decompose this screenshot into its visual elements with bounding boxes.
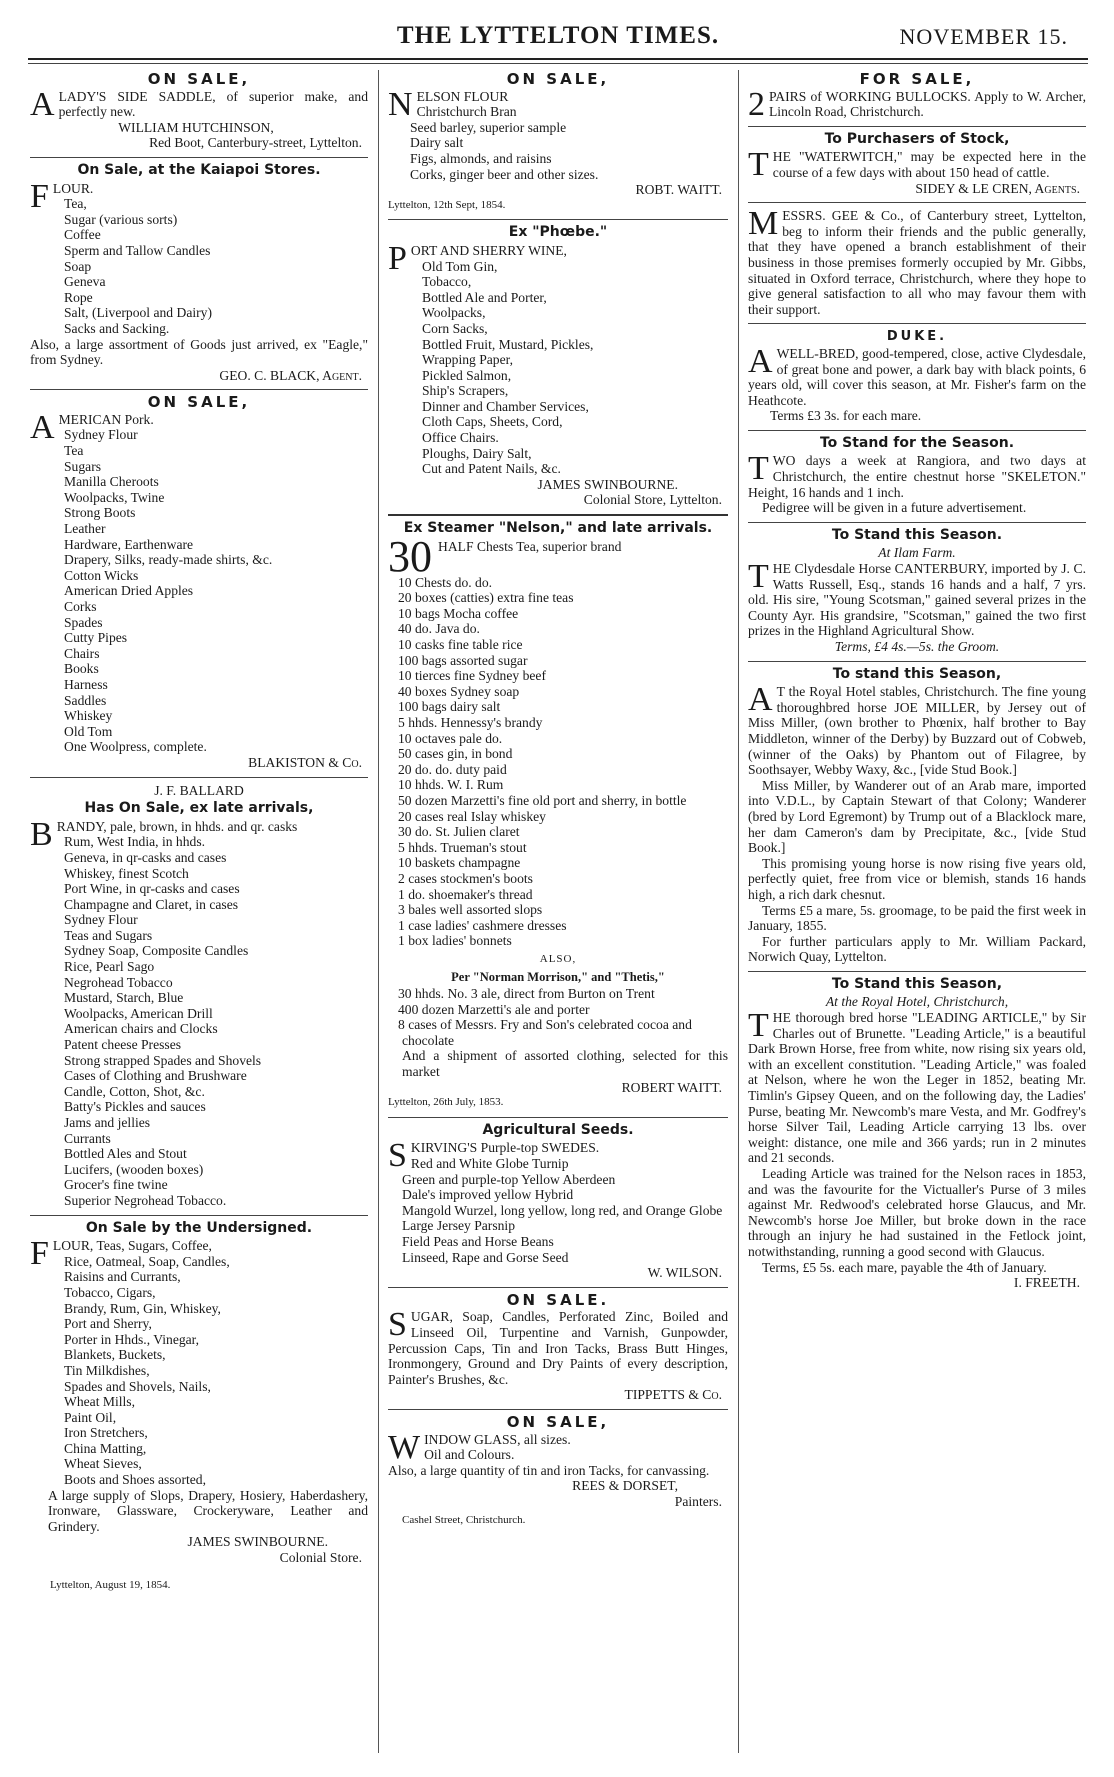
ad-first-line: LOUR, Teas, Sugars, Coffee, bbox=[52, 1238, 212, 1254]
list-item: Tobacco, bbox=[422, 274, 472, 290]
drop-cap: T bbox=[748, 1007, 769, 1045]
list-item: Sydney Flour bbox=[64, 912, 138, 928]
list-item: 1 case ladies' cashmere dresses bbox=[398, 917, 567, 933]
list-item: Strong strapped Spades and Shovels bbox=[64, 1052, 262, 1068]
drop-cap: A bbox=[30, 85, 55, 123]
ad-text: PAIRS of WORKING BULLOCKS. Apply to W. Archer, Lincoln Road, Christchurch. bbox=[769, 88, 1086, 120]
ad-text: UGAR, Soap, Candles, Perforated Zinc, Boiled and Linseed Oil, Turpentine and Varnish, Gunpowder, Percussion Caps, Tin and Iron Tacks, Brass Butt Hinges, Ironmongery, Ground and Dry Paints of every description, Painter's Brushes, &c. bbox=[388, 1309, 728, 1387]
list-item: Dinner and Chamber Services, bbox=[422, 398, 589, 414]
drop-cap: A bbox=[748, 342, 773, 380]
ad-signature: ROBERT WAITT. bbox=[621, 1079, 722, 1095]
list-item: Brandy, Rum, Gin, Whiskey, bbox=[64, 1300, 221, 1316]
list-item: 40 boxes Sydney soap bbox=[398, 683, 520, 699]
list-item: Superior Negrohead Tobacco. bbox=[64, 1192, 227, 1208]
list-item: Linseed, Rape and Gorse Seed bbox=[402, 1249, 569, 1265]
ad-first-line: KIRVING'S Purple-top SWEDES. bbox=[410, 1140, 600, 1156]
list-item: 50 dozen Marzetti's fine old port and sherry, in bottle bbox=[398, 792, 687, 808]
item-list bbox=[388, 575, 728, 949]
item-list bbox=[388, 986, 728, 1048]
ad-signature: TIPPETTS & Co. bbox=[624, 1387, 722, 1403]
ad-kaiapoi bbox=[30, 163, 368, 383]
ad-heading: On Sale by the Undersigned. bbox=[85, 1219, 313, 1236]
ad-sugar bbox=[388, 1290, 728, 1403]
list-item: Tea, bbox=[64, 196, 87, 212]
separator bbox=[748, 126, 1086, 127]
list-item: Teas and Sugars bbox=[64, 927, 153, 943]
ad-heading: To Stand this Season, bbox=[831, 975, 1003, 992]
list-item: Chairs bbox=[64, 645, 100, 661]
item-list bbox=[388, 1156, 728, 1265]
list-item: Old Tom Gin, bbox=[422, 258, 498, 274]
drop-cap: F bbox=[30, 1235, 49, 1273]
ad-saddle bbox=[30, 72, 368, 151]
separator bbox=[748, 202, 1086, 203]
list-item: Rum, West India, in hhds. bbox=[64, 834, 206, 850]
item-list bbox=[30, 1254, 368, 1488]
list-item: Port Wine, in qr-casks and cases bbox=[64, 881, 240, 897]
separator bbox=[748, 971, 1086, 972]
separator bbox=[748, 323, 1086, 324]
list-item: Saddles bbox=[64, 692, 107, 708]
list-item: Wrapping Paper, bbox=[422, 352, 514, 368]
list-item: Rope bbox=[64, 289, 93, 305]
separator bbox=[388, 219, 728, 220]
list-item: 3 bales well assorted slops bbox=[398, 902, 543, 918]
ad-text: WELL-BRED, good-tempered, close, active Clydesdale, of great bone and power, a dark bay with black points, 6 years old, will cover this season, at Mr. Fisher's farm on the Heathcote. bbox=[748, 345, 1086, 408]
ad-ballard bbox=[30, 783, 368, 1209]
list-item: Ship's Scrapers, bbox=[422, 383, 509, 399]
ad-terms: Terms £3 3s. for each mare. bbox=[770, 408, 922, 424]
list-item: Harness bbox=[64, 676, 108, 692]
list-item: Geneva, in qr-casks and cases bbox=[64, 849, 227, 865]
list-item: Office Chairs. bbox=[422, 430, 499, 446]
list-item: Manilla Cheroots bbox=[64, 474, 159, 490]
ad-paragraph: Miss Miller, by Wanderer out of an Arab mare, imported into V.D.L., by Captain Stewart of that Colony; Wanderer (bred by Lord Egremont) by Trump out of a Blacklock mare, her dam Cameron's dam by Precipitate, &c., [vide Stud Book.] bbox=[748, 777, 1086, 856]
list-item: Candle, Cotton, Shot, &c. bbox=[64, 1083, 205, 1099]
drop-cap: 30 bbox=[388, 531, 432, 581]
ad-text: HE Clydesdale Horse CANTERBURY, imported by J. C. Watts Russell, Esq., stands 16 hands and a half, 7 yrs. old. His sire, "Young Scotsman," gained several prizes in the County Ayr. His grandsire, "Scotsman," gained the two first prizes in the Highland Agricultural Show. bbox=[748, 561, 1086, 639]
ad-address: Red Boot, Canterbury-street, Lyttelton. bbox=[149, 135, 362, 151]
list-item: 400 dozen Marzetti's ale and porter bbox=[398, 1001, 590, 1017]
list-item: 1 do. shoemaker's thread bbox=[398, 886, 533, 902]
ad-canterbury bbox=[748, 528, 1086, 655]
ad-seeds bbox=[388, 1123, 728, 1281]
list-item: American Dried Apples bbox=[64, 583, 194, 599]
list-item: 10 octaves pale do. bbox=[398, 730, 503, 746]
list-item: 100 bags assorted sugar bbox=[398, 652, 528, 668]
list-item: Lucifers, (wooden boxes) bbox=[64, 1161, 204, 1177]
list-item: Old Tom bbox=[64, 723, 113, 739]
list-item: Large Jersey Parsnip bbox=[402, 1218, 515, 1234]
ad-heading: To Stand this Season. bbox=[831, 526, 1003, 543]
list-item: Seed barley, superior sample bbox=[410, 119, 567, 135]
drop-cap: M bbox=[748, 205, 779, 243]
list-item: Pickled Salmon, bbox=[422, 367, 512, 383]
list-item: Hardware, Earthenware bbox=[64, 536, 194, 552]
list-item: Grocer's fine twine bbox=[64, 1177, 168, 1193]
list-item: Raisins and Currants, bbox=[64, 1269, 181, 1285]
list-item: 10 hhds. W. I. Rum bbox=[398, 777, 504, 793]
dateline: Lyttelton, August 19, 1854. bbox=[50, 1578, 171, 1591]
ad-terms: Terms, £4 4s.—5s. the Groom. bbox=[834, 639, 1000, 654]
list-item: Bottled Ale and Porter, bbox=[422, 289, 547, 305]
list-item: 10 bags Mocha coffee bbox=[398, 605, 519, 621]
list-item: Mangold Wurzel, long yellow, long red, and Orange Globe bbox=[402, 1202, 723, 1218]
ad-heading: On Sale, at the Kaiapoi Stores. bbox=[77, 161, 321, 178]
list-item: Ploughs, Dairy Salt, bbox=[422, 445, 532, 461]
list-item: Bottled Ales and Stout bbox=[64, 1146, 187, 1162]
ad-address: Colonial Store, Lyttelton. bbox=[583, 492, 722, 508]
ad-heading: To Stand for the Season. bbox=[819, 434, 1015, 451]
list-item: Champagne and Claret, in cases bbox=[64, 896, 239, 912]
ad-skeleton bbox=[748, 436, 1086, 516]
list-item: Porter in Hhds., Vinegar, bbox=[64, 1331, 200, 1347]
drop-cap: A bbox=[30, 408, 55, 446]
drop-cap: B bbox=[30, 815, 53, 853]
drop-cap: P bbox=[388, 239, 407, 277]
list-item: Tobacco, Cigars, bbox=[64, 1284, 156, 1300]
list-item: Coffee bbox=[64, 227, 101, 243]
list-item: Mustard, Starch, Blue bbox=[64, 990, 184, 1006]
list-item: Sacks and Sacking. bbox=[64, 320, 170, 336]
ad-signature: REES & DORSET, bbox=[572, 1478, 678, 1494]
ad-text: ESSRS. GEE & Co., of Canterbury street, Lyttelton, beg to inform their friends and the public generally, that they have opened a branch establishment of their business in those premises formerly occupied by Mr. Gibbs, situated in Oxford terrace, Christchurch, where they hope to give general satisfaction to all who may favour them with their support. bbox=[748, 208, 1086, 317]
separator bbox=[30, 777, 368, 778]
column-2 bbox=[388, 70, 728, 1757]
column-divider bbox=[738, 70, 739, 1753]
list-item: 50 cases gin, in bond bbox=[398, 746, 513, 762]
ad-first-line: INDOW GLASS, all sizes. bbox=[424, 1431, 571, 1447]
ad-american bbox=[30, 395, 368, 770]
drop-cap: T bbox=[748, 146, 769, 184]
ad-signature: JAMES SWINBOURNE. bbox=[537, 476, 678, 492]
ad-text: HE thorough bred horse "LEADING ARTICLE," by Sir Charles out of Brunette. "Leading Article," is a beautiful Dark Brown Horse, free from white, now rising six years old, with an excellent constitution. "Leading Article," was foaled at Nelson, where he won the Leger in 1852, beating Mr. Timlin's Gipsey Queen, and on the following day, the Ladies' Purse, beating Mr. Newcomb's mare Vesta, and Mr. Godfrey's horse Silver Tail, Leading Article carrying 13 lbs. over weight: distance, one mile and 366 yards; run in 2 minutes and 21 seconds. bbox=[748, 1010, 1086, 1166]
ad-first-line: LOUR. bbox=[52, 180, 94, 196]
list-item: Tin Milkdishes, bbox=[64, 1362, 150, 1378]
list-item: Geneva bbox=[64, 274, 106, 290]
ad-heading: Ex Steamer "Nelson," and late arrivals. bbox=[403, 520, 713, 537]
column-3 bbox=[748, 70, 1086, 1757]
list-item: Jams and jellies bbox=[64, 1115, 151, 1130]
list-item: Sydney Soap, Composite Candles bbox=[64, 943, 249, 959]
list-item: Sugars bbox=[64, 458, 102, 474]
list-item: Tea bbox=[64, 443, 84, 459]
separator bbox=[30, 389, 368, 390]
list-item: 10 Chests do. do. bbox=[398, 574, 493, 590]
list-item: 20 cases real Islay whiskey bbox=[398, 808, 546, 824]
ad-paragraph: Leading Article was trained for the Nelson races in 1853, and was the favourite for the Victualler's Purse of 3 miles against Mr. Redwood's celebrated horse Glaucus, and Mr. Newcomb's horse Joe Miller, but broke down in the race through an injury he had sustained in the Fetlock joint, notwithstanding, running a good second with Glaucus. bbox=[748, 1166, 1086, 1259]
list-item: Leather bbox=[64, 521, 106, 537]
ad-heading: ON SALE. bbox=[506, 1290, 610, 1309]
list-item: American chairs and Clocks bbox=[64, 1021, 218, 1037]
dateline: Lyttelton, 26th July, 1853. bbox=[388, 1096, 504, 1109]
separator bbox=[388, 1409, 728, 1410]
ad-heading: Has On Sale, ex late arrivals, bbox=[84, 800, 314, 817]
ad-heading: ON SALE, bbox=[147, 70, 251, 88]
drop-cap: T bbox=[748, 450, 769, 488]
separator bbox=[30, 157, 368, 158]
list-item: 30 hhds. No. 3 ale, direct from Burton on Trent bbox=[398, 986, 655, 1002]
list-item: 10 tierces fine Sydney beef bbox=[398, 668, 546, 684]
ad-signature: BLAKISTON & Co. bbox=[248, 754, 362, 770]
list-item: Cut and Patent Nails, &c. bbox=[422, 461, 561, 477]
ad-heading: Ex "Phœbe." bbox=[508, 224, 608, 241]
drop-cap: T bbox=[748, 558, 769, 596]
ad-duke bbox=[748, 329, 1086, 424]
item-list bbox=[388, 104, 728, 182]
list-item: Boots and Shoes assorted, bbox=[64, 1472, 206, 1488]
list-item: Blankets, Buckets, bbox=[64, 1347, 166, 1363]
dateline: Lyttelton, 12th Sept, 1854. bbox=[388, 198, 506, 211]
list-item: Patent cheese Presses bbox=[64, 1037, 182, 1053]
list-item: Field Peas and Horse Beans bbox=[402, 1233, 554, 1249]
list-item: 20 boxes (catties) extra fine teas bbox=[398, 590, 574, 606]
list-item: Dale's improved yellow Hybrid bbox=[402, 1187, 574, 1203]
item-list bbox=[30, 834, 368, 1208]
list-item: Currants bbox=[64, 1130, 111, 1146]
drop-cap: N bbox=[388, 85, 413, 123]
separator bbox=[388, 1287, 728, 1288]
column-divider bbox=[378, 70, 379, 1753]
ad-text: T the Royal Hotel stables, Christchurch. The fine young thoroughbred horse JOE MILLER, by Jersey out of Miss Miller, (own brother to Phœnix, half brother to Bay Middleton, winner of the Derby) by Buzzard out of Cobweb, (winner of the Oaks) by Phantom out of Filagree, by Soothsayer, Webby Waxy, &c., [vide Stud Book.] bbox=[748, 684, 1086, 778]
list-item: 40 do. Java do. bbox=[398, 621, 480, 637]
list-item: Spades and Shovels, Nails, bbox=[64, 1378, 211, 1394]
masthead-rule bbox=[28, 58, 1088, 60]
list-item: Wheat Mills, bbox=[64, 1394, 135, 1410]
list-item: Whiskey, finest Scotch bbox=[64, 865, 189, 881]
list-item: Bottled Fruit, Mustard, Pickles, bbox=[422, 336, 594, 352]
separator bbox=[388, 514, 728, 516]
ad-text: Also, a large quantity of tin and iron Tacks, for canvassing. bbox=[388, 1462, 710, 1478]
list-item: Whiskey bbox=[64, 708, 113, 724]
drop-cap: F bbox=[30, 177, 49, 215]
ad-note: And a shipment of assorted clothing, selected for this market bbox=[402, 1048, 728, 1080]
list-item: Sydney Flour bbox=[64, 427, 138, 443]
ad-first-line: RANDY, pale, brown, in hhds. and qr. casks bbox=[56, 818, 298, 834]
list-item: 30 do. St. Julien claret bbox=[398, 824, 520, 840]
ad-phoebe bbox=[388, 225, 728, 508]
list-item: Port and Sherry, bbox=[64, 1316, 152, 1332]
newspaper-title: THE LYTTELTON TIMES. bbox=[396, 22, 720, 49]
ad-nelson-flour bbox=[388, 72, 728, 213]
list-item: Rice, Pearl Sago bbox=[64, 959, 155, 975]
ad-bullocks bbox=[748, 70, 1086, 123]
item-list bbox=[388, 259, 728, 477]
ad-terms: Terms, £5 5s. each mare, payable the 4th of January. bbox=[762, 1259, 1047, 1275]
issue-date: NOVEMBER 15. bbox=[899, 24, 1068, 49]
list-item: 1 box ladies' bonnets bbox=[398, 933, 512, 949]
list-item: Strong Boots bbox=[64, 505, 136, 521]
list-item: Cutty Pipes bbox=[64, 630, 128, 646]
list-item: Corn Sacks, bbox=[422, 320, 488, 336]
ad-address: Painters. bbox=[674, 1493, 722, 1509]
ad-signature: SIDEY & LE CREN, Agents. bbox=[915, 180, 1080, 196]
list-item: Paint Oil, bbox=[64, 1409, 117, 1425]
ad-signature: JAMES SWINBOURNE. bbox=[187, 1534, 328, 1550]
separator bbox=[30, 1215, 368, 1216]
ad-first-line: ELSON FLOUR bbox=[416, 88, 509, 104]
ad-text: WO days a week at Rangiora, and two days at Christchurch, the entire chestnut horse "SKELETON." Height, 16 hands and 1 inch. bbox=[748, 453, 1086, 500]
ad-steamer bbox=[388, 521, 728, 1111]
ad-signature: I. FREETH. bbox=[1013, 1275, 1080, 1291]
ad-purchasers bbox=[748, 132, 1086, 196]
list-item: Cases of Clothing and Brushware bbox=[64, 1068, 247, 1084]
also-label: ALSO, bbox=[539, 952, 577, 965]
list-item: Corks bbox=[64, 599, 97, 614]
drop-cap: 2 bbox=[748, 85, 765, 123]
drop-cap: A bbox=[748, 681, 773, 719]
ad-paragraph: This promising young horse is now rising five years old, perfectly quiet, free from vice or blemish, stands 16 hands high, a rich dark chesnut. bbox=[748, 855, 1086, 902]
list-item: Iron Stretchers, bbox=[64, 1425, 148, 1441]
list-item: Drapery, Silks, ready-made shirts, &c. bbox=[64, 552, 273, 568]
ad-first-line: HALF Chests Tea, superior brand bbox=[438, 538, 622, 554]
item-list bbox=[30, 427, 368, 754]
list-item: Rice, Oatmeal, Soap, Candles, bbox=[64, 1253, 230, 1269]
ad-first-line: MERICAN Pork. bbox=[58, 411, 154, 427]
ad-subheading: Per "Norman Morrison," and "Thetis," bbox=[451, 970, 665, 985]
list-item: Figs, almonds, and raisins bbox=[410, 150, 552, 166]
ad-heading: ON SALE, bbox=[147, 393, 251, 412]
column-1 bbox=[30, 70, 368, 1757]
separator bbox=[748, 522, 1086, 523]
separator bbox=[748, 661, 1086, 662]
dateline: Cashel Street, Christchurch. bbox=[402, 1514, 526, 1527]
list-item: Sugar (various sorts) bbox=[64, 211, 178, 227]
masthead bbox=[28, 18, 1088, 58]
merchant-name: J. F. BALLARD bbox=[154, 782, 244, 798]
ad-subheading: At the Royal Hotel, Christchurch, bbox=[825, 994, 1009, 1010]
ad-note: Pedigree will be given in a future advertisement. bbox=[762, 500, 1027, 516]
ad-terms: Terms £5 a mare, 5s. groomage, to be paid the first week in January, 1855. bbox=[748, 902, 1086, 934]
list-item: 5 hhds. Hennessy's brandy bbox=[398, 714, 543, 730]
list-item: One Woolpress, complete. bbox=[64, 739, 207, 755]
ad-address: Colonial Store. bbox=[279, 1550, 362, 1566]
ad-second-line: Oil and Colours. bbox=[424, 1447, 515, 1463]
list-item: Sperm and Tallow Candles bbox=[64, 242, 211, 258]
list-item: Cotton Wicks bbox=[64, 567, 139, 583]
ad-first-line: ORT AND SHERRY WINE, bbox=[410, 242, 567, 258]
ad-heading: To stand this Season, bbox=[832, 665, 1002, 682]
list-item: Negrohead Tobacco bbox=[64, 974, 173, 990]
ad-signature: WILLIAM HUTCHINSON, bbox=[118, 119, 274, 135]
list-item: 5 hhds. Trueman's stout bbox=[398, 839, 527, 855]
ad-text: LADY'S SIDE SADDLE, of superior make, and perfectly new. bbox=[58, 88, 368, 120]
list-item: Corks, ginger beer and other sizes. bbox=[410, 166, 599, 182]
ad-heading: FOR SALE, bbox=[859, 70, 975, 88]
list-item: Wheat Sieves, bbox=[64, 1456, 142, 1472]
list-item: 10 baskets champagne bbox=[398, 855, 521, 871]
ad-subheading: At Ilam Farm. bbox=[878, 545, 956, 561]
drop-cap: S bbox=[388, 1306, 407, 1344]
separator bbox=[388, 1117, 728, 1118]
ad-undersigned bbox=[30, 1221, 368, 1594]
list-item: 10 casks fine table rice bbox=[398, 637, 523, 652]
list-item: Salt, (Liverpool and Dairy) bbox=[64, 305, 212, 321]
list-item: Woolpacks, Twine bbox=[64, 489, 165, 505]
ad-paragraph: For further particulars apply to Mr. William Packard, Norwich Quay, Lyttelton. bbox=[748, 933, 1086, 965]
list-item: Batty's Pickles and sauces bbox=[64, 1099, 206, 1115]
ad-signature: GEO. C. BLACK, Agent. bbox=[219, 367, 362, 383]
ad-joe-miller bbox=[748, 667, 1086, 965]
list-item: 100 bags dairy salt bbox=[398, 699, 501, 715]
masthead-rule-thin bbox=[28, 63, 1088, 64]
list-item: 2 cases stockmen's boots bbox=[398, 870, 533, 886]
list-item: Cloth Caps, Sheets, Cord, bbox=[422, 414, 563, 430]
ad-leading-article bbox=[748, 977, 1086, 1291]
drop-cap: W bbox=[388, 1428, 421, 1466]
ad-heading: ON SALE, bbox=[506, 70, 610, 88]
list-item: Soap bbox=[64, 258, 92, 274]
list-item: 20 do. do. duty paid bbox=[398, 761, 507, 777]
ad-heading: To Purchasers of Stock, bbox=[824, 130, 1010, 147]
ad-note: A large supply of Slops, Drapery, Hosiery, Haberdashery, Ironware, Glassware, Crockeryware, Leather and Grindery. bbox=[48, 1487, 368, 1534]
list-item: Woolpacks, bbox=[422, 305, 486, 321]
list-item: Books bbox=[64, 661, 99, 677]
separator bbox=[748, 430, 1086, 431]
list-item: China Matting, bbox=[64, 1440, 147, 1456]
ad-text: HE "WATERWITCH," may be expected here in the course of a few days with about 150 head of cattle. bbox=[772, 149, 1086, 180]
ad-heading: DUKE. bbox=[886, 329, 948, 345]
ad-heading: ON SALE, bbox=[506, 1412, 610, 1431]
ad-gee bbox=[748, 205, 1086, 317]
list-item: Spades bbox=[64, 614, 103, 630]
ad-heading: Agricultural Seeds. bbox=[482, 1121, 634, 1138]
item-list bbox=[30, 196, 368, 336]
drop-cap: S bbox=[388, 1137, 407, 1175]
ad-window bbox=[388, 1412, 728, 1529]
list-item: Green and purple-top Yellow Aberdeen bbox=[402, 1171, 616, 1187]
ad-note: Also, a large assortment of Goods just arrived, ex "Eagle," from Sydney. bbox=[30, 336, 368, 368]
list-item: Christchurch Bran bbox=[416, 104, 517, 120]
list-item: Dairy salt bbox=[410, 135, 464, 151]
ad-signature: W. WILSON. bbox=[647, 1265, 722, 1281]
ad-signature: ROBT. WAITT. bbox=[635, 182, 722, 198]
list-item: Red and White Globe Turnip bbox=[410, 1156, 569, 1171]
list-item: Woolpacks, American Drill bbox=[64, 1005, 213, 1021]
list-item: 8 cases of Messrs. Fry and Son's celebrated cocoa and chocolate bbox=[398, 1017, 692, 1048]
